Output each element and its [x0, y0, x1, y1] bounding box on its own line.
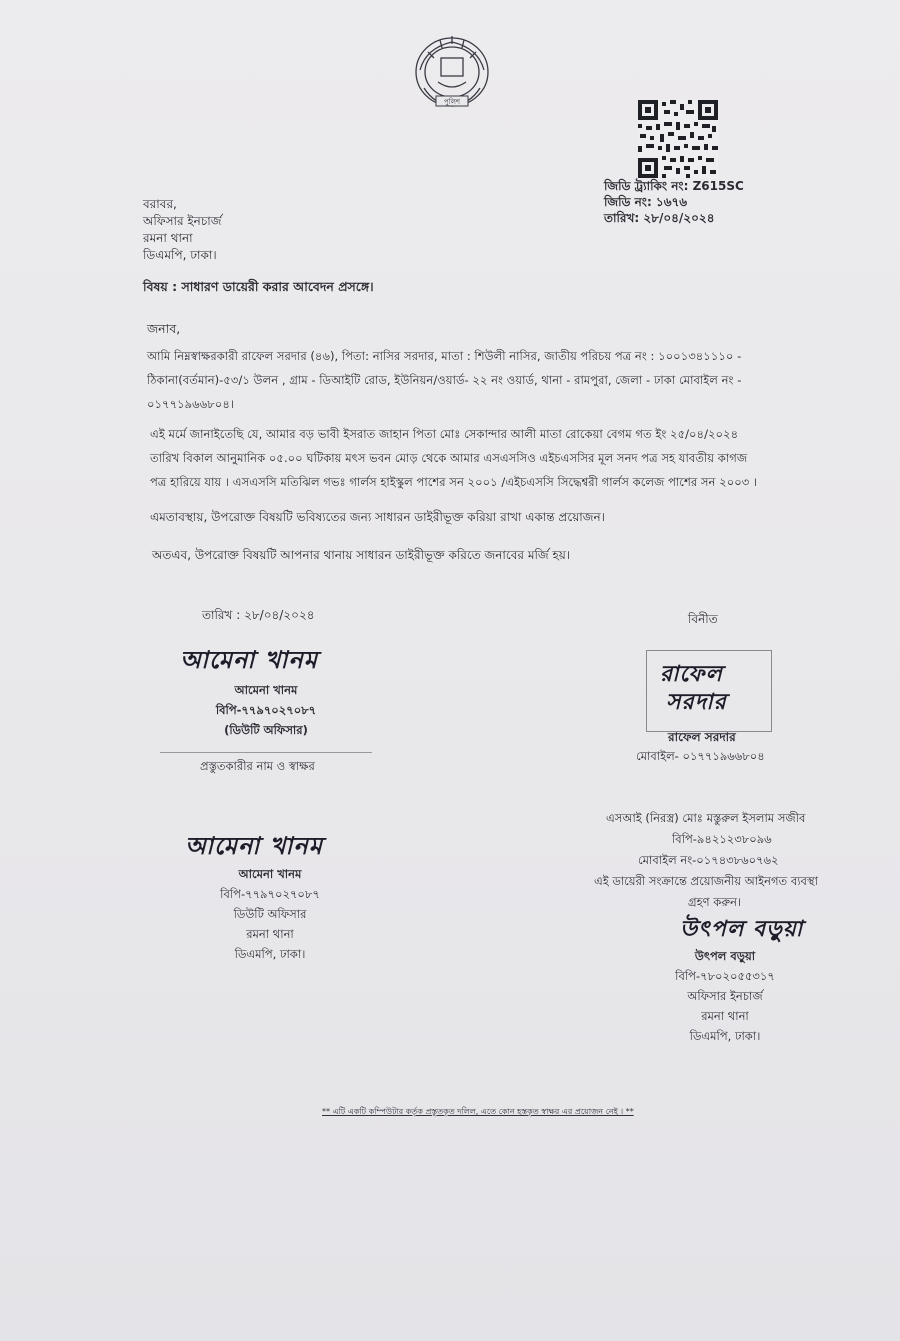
preparer-name: আমেনা খানম — [234, 683, 298, 697]
applicant-mobile: মোবাইল- ০১৭৭১৯৬৬৮০৪ — [636, 749, 765, 763]
duty-officer-signature: আমেনা খানম — [185, 831, 323, 860]
duty-officer-name: আমেনা খানম — [238, 867, 302, 881]
assigned-officer-instruction: এই ডায়েরী সংক্রান্তে প্রয়োজনীয় আইনগত ব্যবস্থা — [594, 874, 818, 888]
qr-code-icon — [638, 100, 718, 178]
gd-date: তারিখ: ২৮/০৪/২০২৪ — [604, 211, 715, 225]
applicant-signature — [660, 660, 727, 716]
duty-officer-bp: বিপি-৭৭৯৭০২৭০৮৭ — [220, 887, 320, 901]
computer-generated-note: ** এটি একটি কম্পিউটার কর্তৃক প্রস্তুতকৃত দলিল, এতে কোন হস্তকৃত স্বাক্ষর এর প্রয়োজন নেই । ** — [322, 1107, 634, 1116]
preparer-rule — [160, 752, 372, 753]
preparer-signature: আমেনা খানম — [180, 645, 318, 674]
intro-line: ০১৭৭১৯৬৬৮০৪। — [147, 397, 234, 411]
applicant-name: রাফেল সরদার — [668, 730, 736, 744]
oc-name: উৎপল বড়ুয়া — [694, 949, 756, 963]
gd-tracking-number: জিডি ট্র্যাকিং নং: Z615SC — [604, 179, 744, 193]
body-line: তারিখ বিকাল আনুমানিক ০৫.০০ ঘটিকায় মৎস ভবন মোড় থেকে আমার এসএসসিও এইচএসসির মূল সনদ পত্র সহ যাবতীয় কাগজ — [150, 451, 748, 465]
preparer-role: (ডিউটি অফিসার) — [224, 723, 308, 737]
oc-district: ডিএমপি, ঢাকা। — [689, 1029, 761, 1043]
oc-signature: উৎপল বড়ুয়া — [680, 916, 804, 942]
duty-officer-district: ডিএমপি, ঢাকা। — [234, 947, 306, 961]
preparer-caption: প্রস্তুতকারীর নাম ও স্বাক্ষর — [200, 759, 315, 773]
assigned-officer-bp: বিপি-৯৪২১২৩৮০৯৬ — [672, 832, 772, 846]
applicant-intro — [147, 344, 837, 416]
gd-info-block — [604, 178, 744, 226]
duty-officer-block — [190, 864, 350, 964]
complaint-body — [150, 422, 840, 494]
applicant-signature-line: রাফেল — [660, 661, 723, 687]
body-line: পত্র হারিয়ে যায় । এসএসসি মতিঝিল গভঃ গার্লস হাইস্কুল পাশের সন ২০০১ /এইচএসসি সিদ্ধেশ্বরী গার্লস কলেজ পাশের সন ২০০৩ । — [150, 475, 758, 489]
oc-station: রমনা থানা — [701, 1009, 749, 1023]
salutation: জনাব, — [147, 321, 181, 336]
police-emblem-icon — [410, 30, 494, 112]
gd-number: জিডি নং: ১৬৭৬ — [604, 195, 688, 209]
assigned-officer-block — [594, 808, 864, 913]
closing-paragraph: অতএব, উপরোক্ত বিষয়টি আপনার থানায় সাধারন ডাইরীভূক্ত করিতে জনাবের মর্জি হয়। — [152, 548, 571, 562]
request-paragraph: এমতাবস্থায়, উপরোক্ত বিষয়টি ভবিষ্যতের জন্য সাধারন ডাইরীভূক্ত করিয়া রাখা একান্ত প্রয়োজন। — [150, 510, 605, 524]
intro-line: ঠিকানা(বর্তমান)-৫৩/১ উলন , গ্রাম - ডিআইটি রোড, ইউনিয়ন/ওয়ার্ড- ২২ নং ওয়ার্ড, থানা - রামপুরা, জেলা - ঢাকা মোবাইল নং - — [147, 373, 742, 387]
oc-block — [650, 946, 800, 1046]
recipient-line: অফিসার ইনচার্জ — [143, 214, 222, 228]
application-date: তারিখ : ২৮/০৪/২০২৪ — [202, 608, 315, 622]
recipient-line: ডিএমপি, ঢাকা। — [143, 248, 217, 262]
recipient-line: বরাবর, — [143, 197, 177, 211]
recipient-block — [143, 196, 222, 264]
preparer-bp: বিপি-৭৭৯৭০২৭০৮৭ — [215, 703, 317, 717]
subject-line: বিষয় : সাধারণ ডায়েরী করার আবেদন প্রসঙ্গে। — [143, 279, 374, 294]
applicant-signature-line: সরদার — [666, 689, 727, 715]
assigned-officer-name: এসআই (নিরস্ত্র) মোঃ মস্তুরুল ইসলাম সজীব — [606, 811, 806, 825]
intro-line: আমি নিম্নস্বাক্ষরকারী রাফেল সরদার (৪৬), পিতা: নাসির সরদার, মাতা : শিউলী নাসির, জাতীয় পরিচয় পত্র নং : ১০০১৩৪১১১০ - — [147, 349, 742, 363]
recipient-line: রমনা থানা — [143, 231, 193, 245]
body-line: এই মর্মে জানাইতেছি যে, আমার বড় ভাবী ইসরাত জাহান পিতা মোঃ সেকান্দার আলী মাতা রোকেয়া বেগম গত ইং ২৫/০৪/২০২৪ — [150, 427, 739, 441]
assigned-officer-instruction: গ্রহণ করুন। — [688, 895, 742, 909]
oc-bp: বিপি-৭৮০২০৫৫৩১৭ — [675, 969, 775, 983]
duty-officer-role: ডিউটি অফিসার — [233, 907, 307, 921]
duty-officer-station: রমনা থানা — [246, 927, 294, 941]
emblem-label: পুলিশ — [443, 98, 461, 106]
oc-role: অফিসার ইনচার্জ — [687, 989, 763, 1003]
assigned-officer-mobile: মোবাইল নং-০১৭৪৩৮৬০৭৬২ — [638, 853, 779, 867]
closing-word: বিনীত — [688, 612, 718, 626]
preparer-block — [186, 680, 346, 740]
